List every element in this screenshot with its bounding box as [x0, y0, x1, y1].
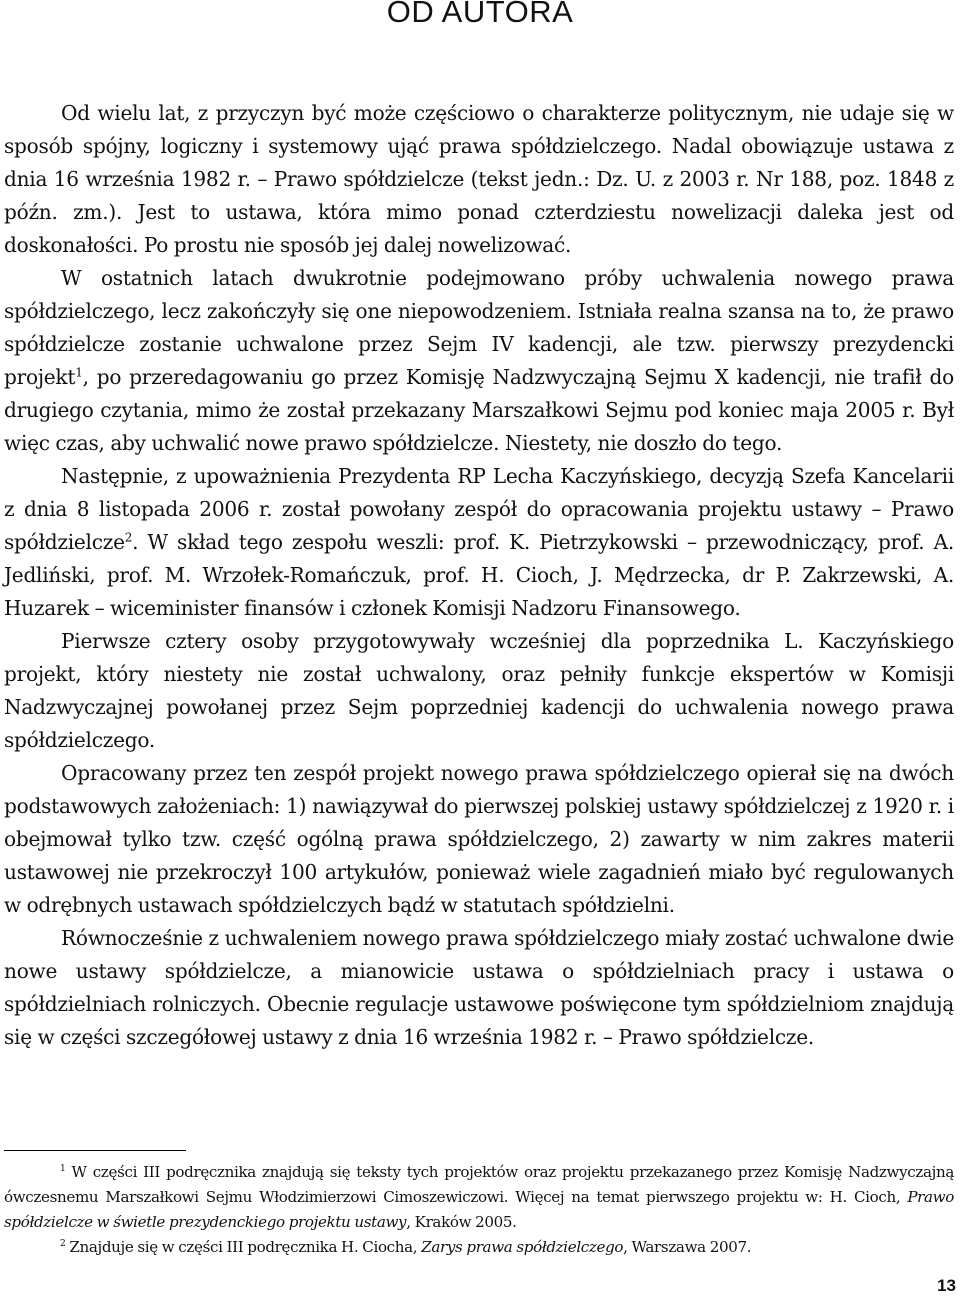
footnote-1-text-b: , Kraków 2005. — [406, 1213, 517, 1231]
footnote-separator — [4, 1150, 186, 1151]
page-number: 13 — [937, 1276, 956, 1295]
paragraph-5: Opracowany przez ten zespół projekt nowego prawa spółdzielczego opierał się na dwóch podstawowych założeniach: 1) nawiązywał do pierwszej polskiej ustawy spółdzielczej z 1920 r. i obejmował tylko tzw. część ogólną prawa spółdzielczego, 2) zawarty w nim zakres materii ustawowej nie przekroczył 100 artykułów, ponieważ wiele zagadnień miało być regulowanych w odrębnych ustawach spółdzielczych bądź w statutach spółdzielni. — [4, 761, 954, 917]
footnote-ref-1: 1 — [75, 365, 83, 380]
footnote-2 — [4, 1235, 954, 1260]
paragraph-3-text-a: Następnie, z upoważnienia Prezydenta RP Lecha Kaczyńskiego, decyzją Szefa Kancelarii z dnia 8 listopada 2006 r. został powołany zespół do opracowania projektu ustawy – Prawo spółdzielcze — [4, 464, 954, 554]
footnote-ref-2: 2 — [124, 530, 133, 545]
paragraph-1: Od wielu lat, z przyczyn być może częściowo o charakterze politycznym, nie udaje się w sposób spójny, logiczny i systemowy ująć prawa spółdzielczego. Nadal obowiązuje ustawa z dnia 16 września 1982 r. – Prawo spółdzielcze (tekst jedn.: Dz. U. z 2003 r. Nr 188, poz. 1848 z późn. zm.). Jest to ustawa, która mimo ponad czterdziestu nowelizacji daleka jest od doskonałości. Po prostu nie sposób jej dalej nowelizować. — [4, 101, 954, 257]
paragraph-6: Równocześnie z uchwaleniem nowego prawa spółdzielczego miały zostać uchwalone dwie nowe ustawy spółdzielcze, a mianowicie ustawa o spółdzielniach pracy i ustawa o spółdzielniach rolniczych. Obecnie regulacje ustawowe poświęcone tym spółdzielniom znajdują się w części szczegółowej ustawy z dnia 16 września 1982 r. – Prawo spółdzielcze. — [4, 926, 954, 1049]
footnote-marker-2: 2 — [60, 1238, 66, 1249]
footnote-marker-1: 1 — [60, 1163, 66, 1174]
paragraph-2-text-b: , po przeredagowaniu go przez Komisję Nadzwyczajną Sejmu X kadencji, nie trafił do drugiego czytania, mimo że został przekazany Marszałkowi Sejmu pod koniec maja 2005 r. Był więc czas, aby uchwalić nowe prawo spółdzielcze. Niestety, nie doszło do tego. — [4, 365, 954, 455]
paragraph-3-text-b: . W skład tego zespołu weszli: prof. K. Pietrzykowski – przewodniczący, prof. A. Jedliński, prof. M. Wrzołek-Romańczuk, prof. H. Cioch, J. Mędrzecka, dr P. Zakrzewski, A. Huzarek – wiceminister finansów i członek Komisji Nadzoru Finansowego. — [4, 530, 954, 620]
footnotes — [4, 1160, 954, 1260]
paragraph-2 — [4, 262, 954, 460]
paragraph-4: Pierwsze cztery osoby przygotowywały wcześniej dla poprzednika L. Kaczyńskiego projekt, który niestety nie został uchwalony, oraz pełniły funkcje ekspertów w Komisji Nadzwyczajnej powołanej przez Sejm poprzedniej kadencji do uchwalenia nowego prawa spółdzielczego. — [4, 629, 954, 752]
paragraph-3 — [4, 460, 954, 625]
footnote-1-text-a: W części III podręcznika znajdują się teksty tych projektów oraz projektu przekazanego przez Komisję Nadzwyczajną ówczesnemu Marszałkowi Sejmu Włodzimierzowi Cimoszewiczowi. Więcej na temat pierwszego projektu w: H. Cioch, — [4, 1163, 954, 1206]
page-title: OD AUTORA — [386, 0, 574, 29]
footnote-2-title: Zarys prawa spółdzielczego — [421, 1238, 624, 1256]
paragraph-2-text-a: W ostatnich latach dwukrotnie podejmowano próby uchwalenia nowego prawa spółdzielczego, lecz zakończyły się one niepowodzeniem. Istniała realna szansa na to, że prawo spółdzielcze zostanie uchwalone przez Sejm IV kadencji, ale tzw. pierwszy prezydencki projekt — [4, 266, 954, 389]
footnote-2-text-b: , Warszawa 2007. — [623, 1238, 752, 1256]
footnote-2-text-a: Znajduje się w części III podręcznika H. Ciocha, — [65, 1238, 422, 1256]
body-text — [4, 97, 954, 1054]
footnote-1-title: Prawo spółdzielcze w świetle prezydenckiego projektu ustawy — [4, 1188, 954, 1231]
footnote-1 — [4, 1160, 954, 1235]
